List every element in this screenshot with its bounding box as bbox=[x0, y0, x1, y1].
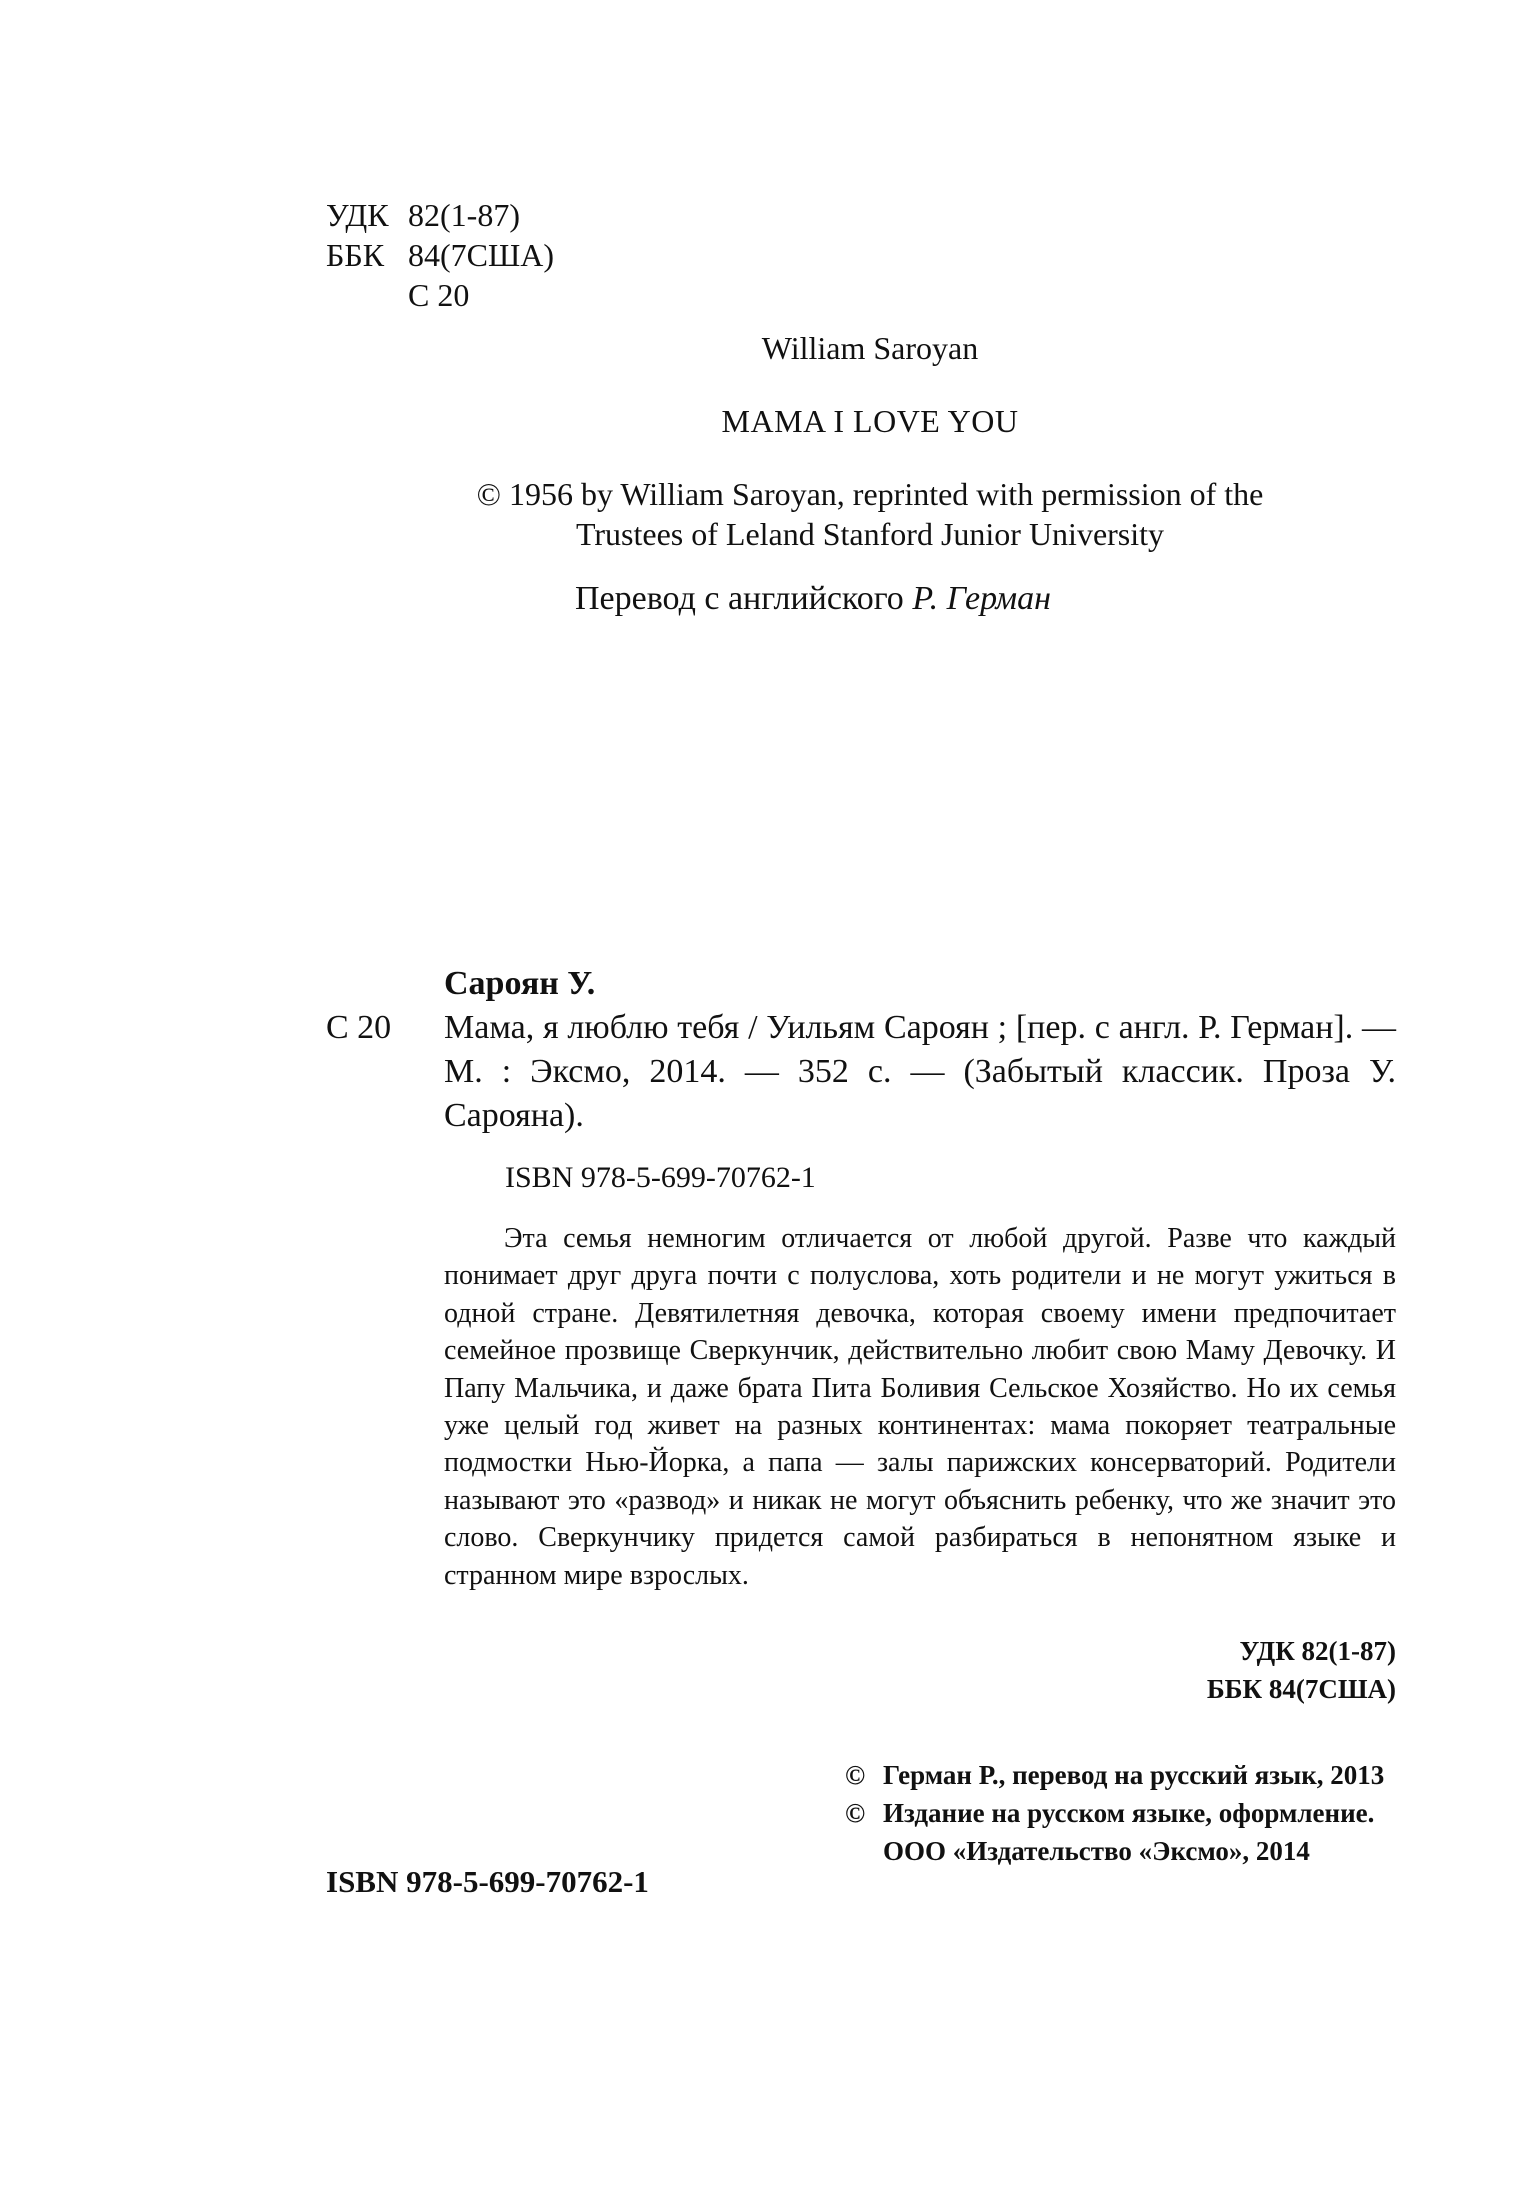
catalog-author-heading: Сароян У. bbox=[444, 965, 596, 1002]
copyright-translation bbox=[845, 1756, 1405, 1794]
copyright-edition-text: Издание на русском языке, оформление. ООО «Издательство «Эксмо», 2014 bbox=[883, 1798, 1375, 1866]
original-copyright: © 1956 by William Saroyan, reprinted with permission of the Trustees of Leland Stanford Junior University bbox=[476, 476, 1264, 552]
annotation-paragraph: Эта семья немногим отличается от любой другой. Разве что каждый понимает друг друга почти с полуслова, хоть родители и не могут ужиться в одной стране. Девятилетняя девочка, которая своему имени предпочитает семейное прозвище Сверкунчик, действительно любит свою Маму Девочку. И Папу Мальчика, и даже брата Пита Боливия Сельское Хозяйство. Но их семья уже целый год живет на разных континентах: мама покоряет театральные подмостки Нью-Йорка, а папа — залы парижских консерваторий. Родители называют это «развод» и никак не могут объяснить ребенку, что же значит это слово. Сверкунчику придется самой разбираться в непонятном языке и странном мире взрослых. bbox=[444, 1223, 1396, 1591]
original-title: MAMA I LOVE YOU bbox=[721, 403, 1019, 439]
translator-name: Р. Герман bbox=[912, 580, 1051, 617]
bbk-label: ББК bbox=[326, 237, 385, 273]
udk-value: 82(1-87) bbox=[408, 197, 520, 233]
original-edition-block bbox=[455, 328, 1285, 554]
udk-row bbox=[326, 195, 554, 235]
copyright-symbol: © bbox=[845, 1760, 866, 1790]
translation-prefix: Перевод с английского bbox=[575, 580, 904, 617]
udk-label: УДК bbox=[326, 197, 389, 233]
catalog-author-code: С 20 bbox=[326, 1009, 392, 1046]
footer-isbn: ISBN 978-5-699-70762-1 bbox=[326, 1864, 649, 1899]
copyright-edition bbox=[845, 1794, 1405, 1870]
classification-block bbox=[326, 195, 554, 315]
bbk-row bbox=[326, 235, 554, 275]
translation-credit bbox=[575, 577, 1051, 621]
bottom-classification-codes bbox=[1080, 1632, 1396, 1708]
copyright-symbol: © bbox=[845, 1798, 866, 1828]
bottom-udk: УДК 82(1-87) bbox=[1239, 1636, 1396, 1666]
bottom-bbk: ББК 84(7США) bbox=[1206, 1674, 1396, 1704]
author-code: С 20 bbox=[408, 277, 470, 313]
copyright-translation-text: Герман Р., перевод на русский язык, 2013 bbox=[883, 1760, 1385, 1790]
catalog-isbn: ISBN 978-5-699-70762-1 bbox=[505, 1161, 816, 1194]
catalog-description: Мама, я люблю тебя / Уильям Сароян ; [пер. с англ. Р. Герман]. — М. : Эксмо, 2014. — 352 с. — (Забытый классик. Проза У. Сарояна). bbox=[444, 1009, 1396, 1134]
copyright-notices bbox=[845, 1756, 1405, 1870]
bbk-value: 84(7США) bbox=[408, 237, 555, 273]
original-author: William Saroyan bbox=[761, 330, 979, 366]
